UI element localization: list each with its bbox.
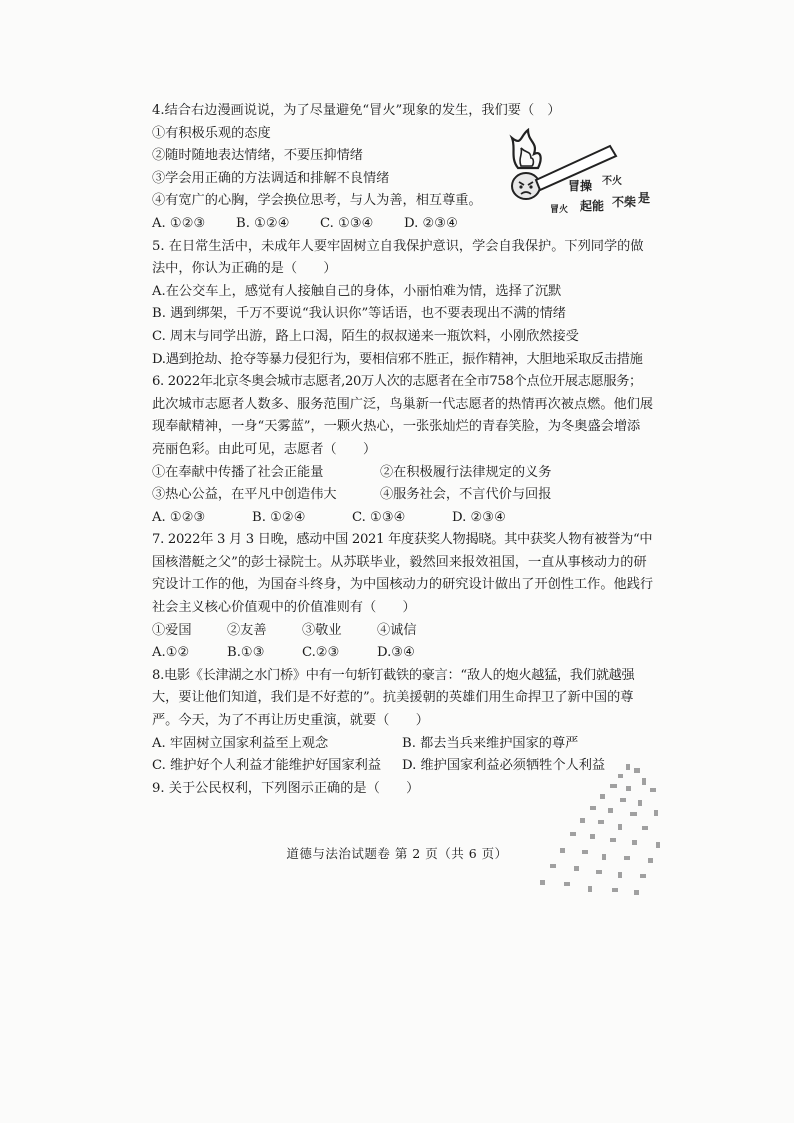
q7-item-2: ②友善: [227, 622, 267, 638]
q7-stem-3: 究设计工作的他，为国奋斗终身，为中国核动力的研究设计做出了开创性工作。他践行: [152, 577, 654, 593]
q8-options-row-1: [152, 733, 662, 756]
q8-stem-1: 8.电影《长津湖之水门桥》中有一句斩钉截铁的豪言：“敌人的炮火越猛，我们就越强: [152, 667, 635, 683]
q7-stem-4: 社会主义核心价值观中的价值准则有（ ）: [152, 600, 416, 616]
q7-option-a: A.①②: [152, 645, 190, 661]
q6-stem-4: 亮丽色彩。由此可见，志愿者（ ）: [152, 441, 377, 457]
q7-stem-2: 国核潜艇之父”的彭士禄院士。从苏联毕业，毅然回来报效祖国，一直从事核动力的研: [152, 554, 647, 570]
q6-option-d: D. ②③④: [452, 509, 506, 525]
q9-stem: 9. 关于公民权利，下列图示正确的是（ ）: [152, 780, 420, 796]
q5-option-b: B. 遇到绑架，千万不要说“我认识你”等话语，也不要表现出不满的情绪: [152, 306, 566, 322]
q5-stem-1: 5. 在日常生活中，未成年人要牢固树立自我保护意识，学会自我保护。下列同学的做: [152, 238, 644, 254]
q4-option-d: D. ②③④: [404, 215, 458, 231]
q8-stem-2: 大，要让他们知道，我们是不好惹的”。抗美援朝的英雄们用生命捍卫了新中国的尊: [152, 690, 634, 706]
q6-stem-3: 现奉献精神，一身“天雾蓝”，一颗火热心，一张张灿烂的青春笑脸，为冬奥盛会增添: [152, 419, 641, 435]
q6-items-row-2: [152, 484, 662, 507]
q4-option-b: B. ①②④: [236, 215, 290, 231]
q7-item-3: ③敬业: [302, 622, 342, 638]
q6-item-2: ②在积极履行法律规定的义务: [380, 464, 552, 480]
cartoon-text-5: 是: [638, 191, 651, 205]
q6-stem-2: 此次城市志愿者人数多、服务范围广泛，鸟巢新一代志愿者的热情再次被点燃。他们展: [152, 396, 654, 412]
page-footer: 道德与法治试题卷 第 2 页（共 6 页）: [286, 846, 508, 861]
q7-item-4: ④诚信: [377, 622, 417, 638]
cartoon-text-1: 冒操: [568, 179, 593, 193]
q7-items: [152, 620, 662, 643]
q7-stem-1: 7. 2022年 3 月 3 日晚，感动中国 2021 年度获奖人物揭晓。其中获奖人物有被誉为“中: [152, 532, 653, 548]
cartoon-text-2: 不火: [602, 176, 622, 187]
q6-items-row-1: [152, 462, 662, 485]
q8-option-a: A. 牢固树立国家利益至上观念: [152, 735, 329, 751]
q7-option-c: C.②③: [302, 645, 340, 661]
q4-item-2: ②随时随地表达情绪，不要压抑情绪: [152, 148, 363, 164]
scan-noise: [530, 760, 670, 900]
q6-item-1: ①在奉献中传播了社会正能量: [152, 464, 324, 480]
q8-stem-3: 严。今天，为了不再让历史重演，就要（ ）: [152, 713, 429, 729]
q5-option-a: A.在公交车上，感觉有人接触自己的身体，小丽怕难为情，选择了沉默: [152, 283, 562, 299]
q5-stem-2: 法中，你认为正确的是（ ）: [152, 261, 337, 277]
q8-option-c: C. 维护好个人利益才能维护好国家利益: [152, 758, 382, 774]
q4-option-c: C. ①③④: [320, 215, 374, 231]
q6-option-c: C. ①③④: [352, 509, 406, 525]
q5-option-c: C. 周末与同学出游，路上口渴，陌生的叔叔递来一瓶饮料，小刚欣然接受: [152, 328, 579, 344]
q4-stem: 4.结合右边漫画说说，为了尽量避免“冒火”现象的发生，我们要（ ）: [152, 103, 561, 118]
cartoon-text-0: 冒火: [550, 205, 569, 215]
q7-options: [152, 642, 662, 665]
q6-item-3: ③热心公益，在平凡中创造伟大: [152, 487, 337, 503]
q6-option-b: B. ①②④: [252, 509, 306, 525]
angry-match-cartoon: [490, 128, 670, 228]
match-head: [512, 173, 540, 199]
q8-option-d: D. 维护国家利益必须牺牲个人利益: [402, 758, 606, 774]
q4-item-1: ①有积极乐观的态度: [152, 125, 271, 141]
q6-options: [152, 507, 662, 530]
flame-icon: [512, 130, 541, 168]
q8-option-b: B. 都去当兵来维护国家的尊严: [402, 735, 579, 751]
q7-option-b: B.①③: [227, 645, 265, 661]
q4-item-3: ③学会用正确的方法调适和排解不良情绪: [152, 170, 390, 186]
q7-item-1: ①爱国: [152, 622, 192, 638]
q4-option-a: A. ①②③: [152, 215, 206, 231]
q6-item-4: ④服务社会，不言代价与回报: [380, 487, 552, 503]
cartoon-text-4: 不柴: [612, 195, 637, 209]
q7-option-d: D.③④: [377, 645, 415, 661]
q6-option-a: A. ①②③: [152, 509, 206, 525]
cartoon-text-3: 起能: [580, 199, 605, 213]
q4-item-4: ④有宽广的心胸，学会换位思考，与人为善，相互尊重。: [152, 193, 482, 209]
q6-stem-1: 6. 2022年北京冬奥会城市志愿者,20万人次的志愿者在全市758个点位开展志愿服务；: [152, 374, 642, 390]
q5-option-d: D.遇到抢劫、抢夺等暴力侵犯行为，要相信邪不胜正，振作精神，大胆地采取反击措施: [152, 351, 643, 367]
